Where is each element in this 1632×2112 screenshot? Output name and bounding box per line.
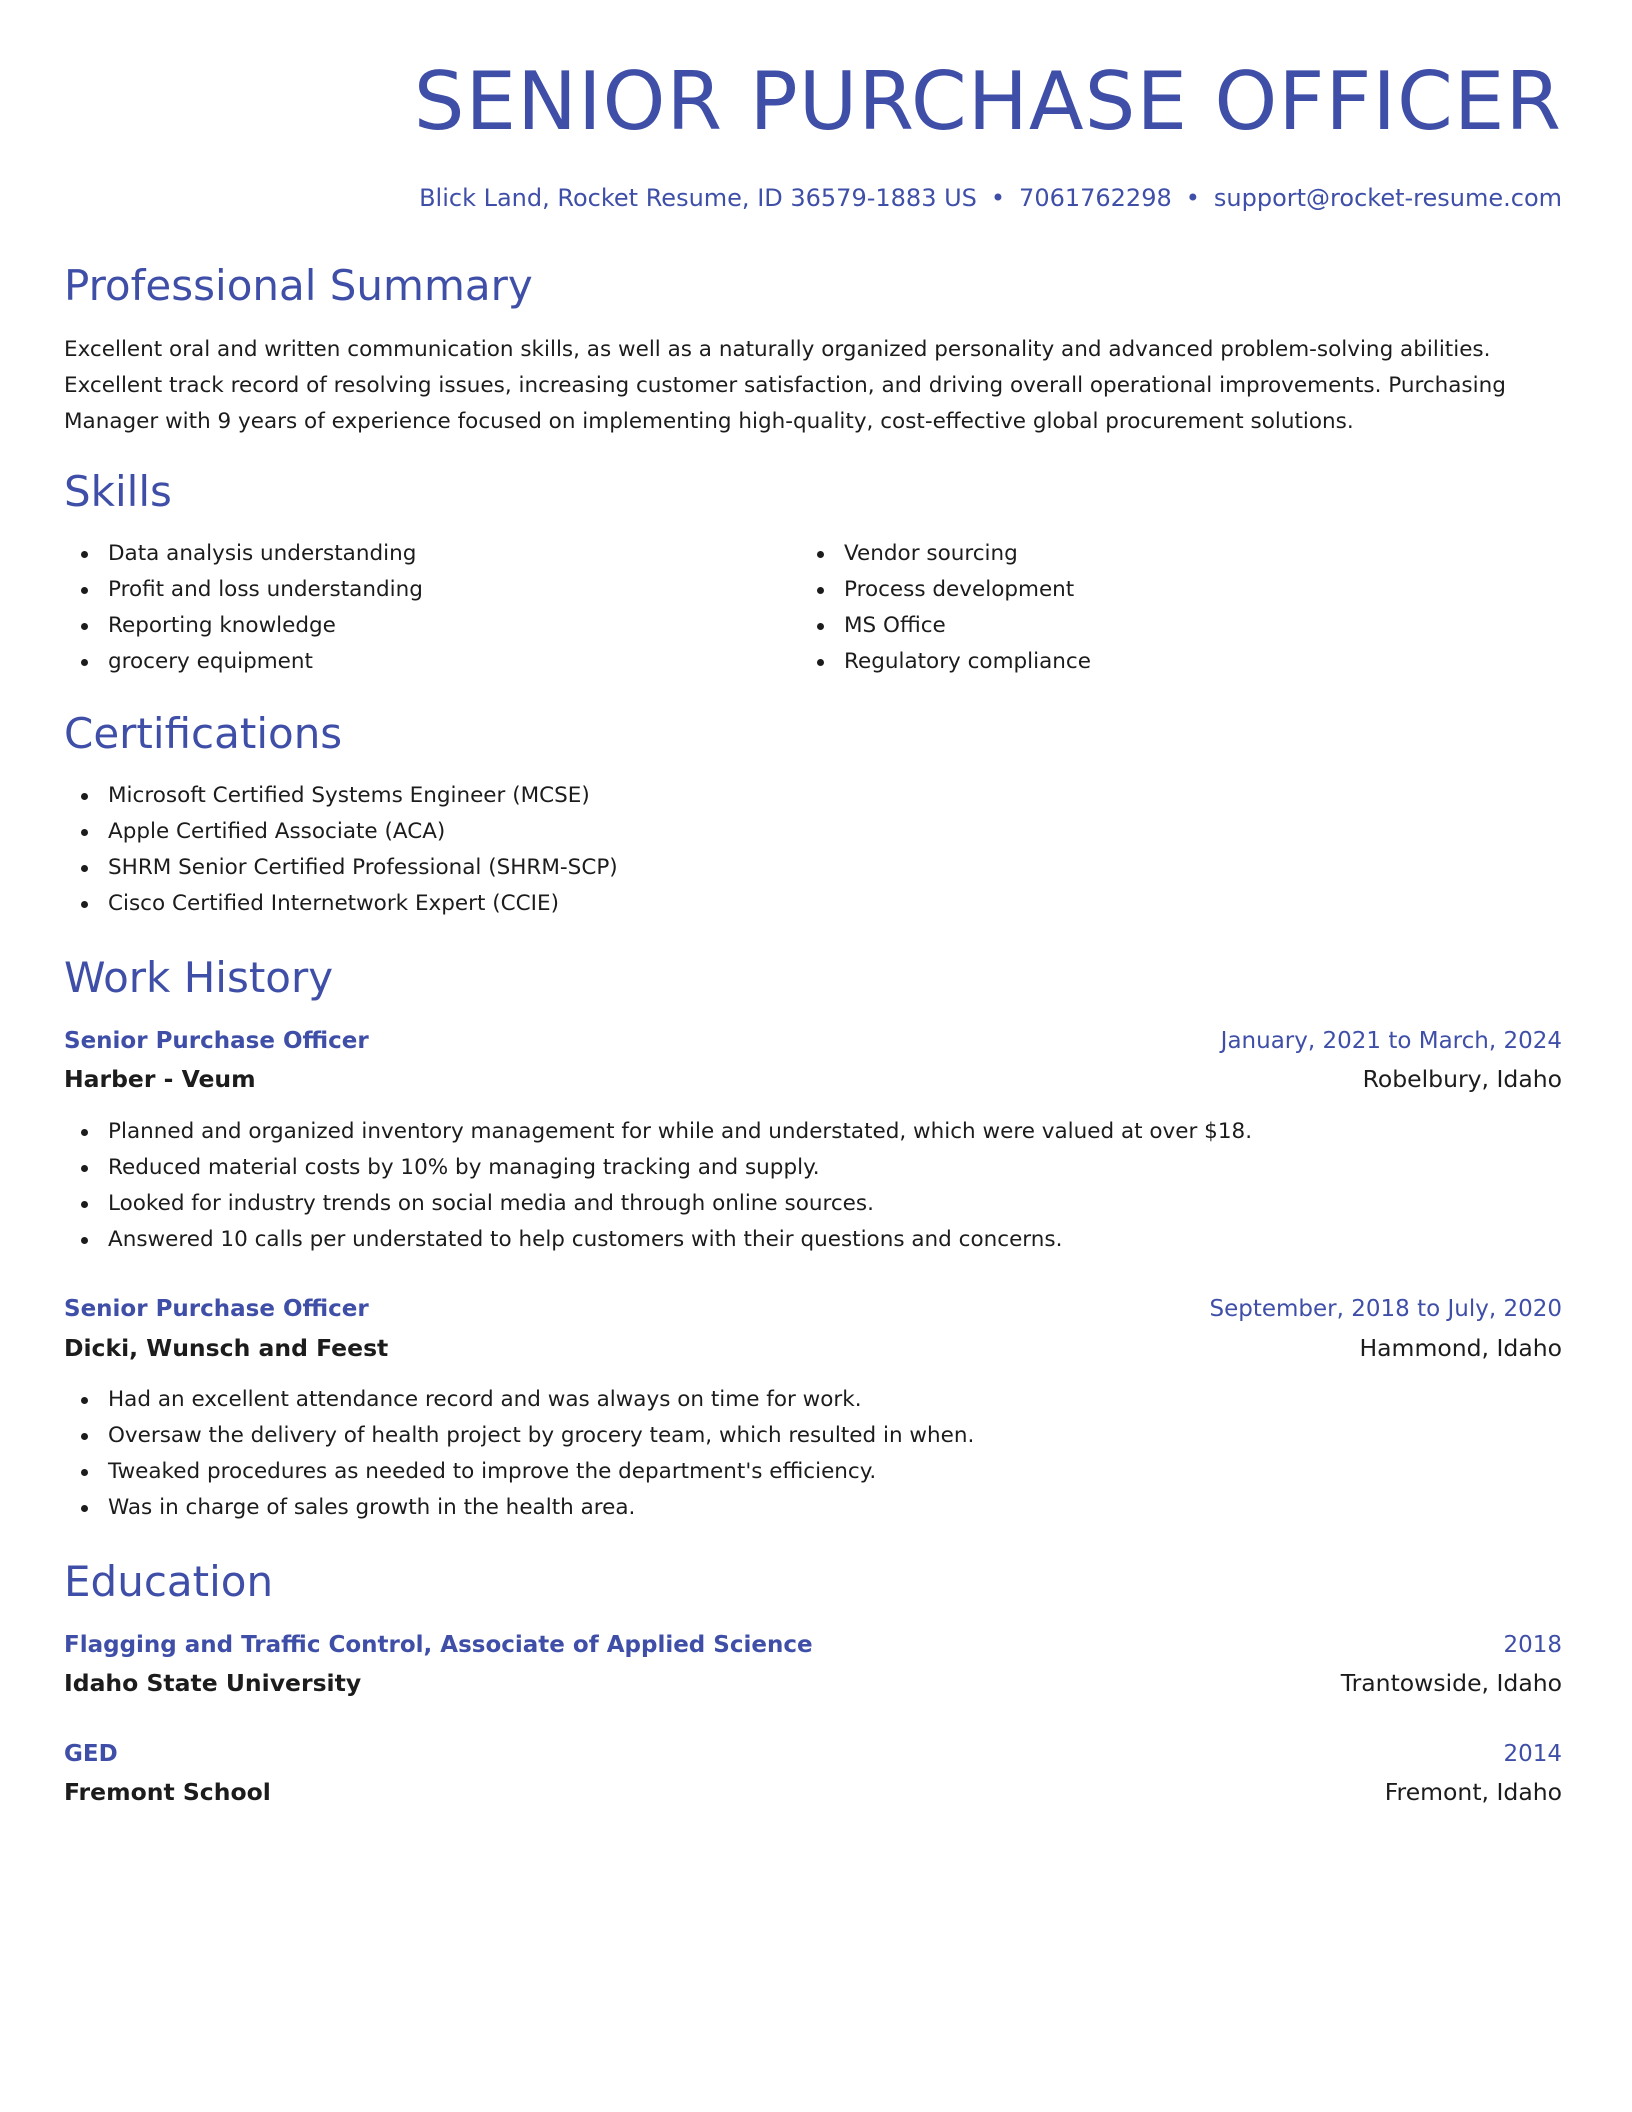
candidate-name: SENIOR PURCHASE OFFICER bbox=[413, 55, 1562, 148]
education-location: Trantowside, Idaho bbox=[1340, 1669, 1562, 1697]
contact-email: support@rocket-resume.com bbox=[1213, 184, 1562, 212]
job-employer-row bbox=[64, 1329, 1562, 1367]
certification-item: Cisco Certified Internetwork Expert (CCIE) bbox=[108, 886, 618, 922]
job-company: Harber - Veum bbox=[64, 1065, 256, 1093]
education-header bbox=[64, 1735, 1562, 1773]
skill-item: Process development bbox=[844, 572, 1091, 608]
job-bullet: Planned and organized inventory management for while and understated, which were valued at over $18. bbox=[108, 1114, 1252, 1150]
skill-item: MS Office bbox=[844, 608, 1091, 644]
education-year: 2014 bbox=[1503, 1741, 1562, 1767]
skill-item: Vendor sourcing bbox=[844, 536, 1091, 572]
contact-line bbox=[419, 178, 1562, 218]
education-school: Idaho State University bbox=[64, 1669, 362, 1697]
education-school: Fremont School bbox=[64, 1778, 271, 1806]
skill-item: Data analysis understanding bbox=[108, 536, 423, 572]
education-header bbox=[64, 1626, 1562, 1664]
certifications-list bbox=[64, 778, 618, 922]
education-year: 2018 bbox=[1503, 1632, 1562, 1658]
job-bullet: Had an excellent attendance record and was always on time for work. bbox=[108, 1382, 974, 1418]
job-location: Robelbury, Idaho bbox=[1362, 1065, 1562, 1093]
section-title-certifications: Certifications bbox=[64, 709, 343, 758]
job-bullets bbox=[64, 1114, 1252, 1258]
skill-item: Reporting knowledge bbox=[108, 608, 423, 644]
section-title-summary: Professional Summary bbox=[64, 261, 533, 310]
job-company: Dicki, Wunsch and Feest bbox=[64, 1334, 389, 1362]
skill-item: Regulatory compliance bbox=[844, 644, 1091, 680]
education-degree: GED bbox=[64, 1741, 118, 1767]
summary-text: Excellent oral and written communication skills, as well as a naturally organized personality and advanced problem-solving abilities. Excellent track record of resolving issues, increasing customer satisfaction, and driving overall operational improvements. Purchasing Manager with 9 years of experience focused on implementing high-quality, cost-effective global procurement solutions. bbox=[64, 337, 1506, 434]
education-degree: Flagging and Traffic Control, Associate of Applied Science bbox=[64, 1632, 813, 1658]
skills-list-left bbox=[64, 536, 423, 680]
section-title-education: Education bbox=[64, 1557, 274, 1606]
certification-item: SHRM Senior Certified Professional (SHRM-SCP) bbox=[108, 850, 618, 886]
job-employer-row bbox=[64, 1060, 1562, 1098]
education-school-row bbox=[64, 1664, 1562, 1702]
job-header bbox=[64, 1290, 1562, 1328]
contact-phone: 7061762298 bbox=[1019, 184, 1172, 212]
skill-item: grocery equipment bbox=[108, 644, 423, 680]
skills-list-right bbox=[800, 536, 1091, 680]
job-location: Hammond, Idaho bbox=[1359, 1334, 1562, 1362]
education-school-row bbox=[64, 1773, 1562, 1811]
job-bullet: Oversaw the delivery of health project by grocery team, which resulted in when. bbox=[108, 1418, 974, 1454]
certification-item: Apple Certified Associate (ACA) bbox=[108, 814, 618, 850]
contact-address: Blick Land, Rocket Resume, ID 36579-1883 US bbox=[419, 184, 977, 212]
job-bullet: Was in charge of sales growth in the health area. bbox=[108, 1490, 974, 1526]
job-dates: January, 2021 to March, 2024 bbox=[1220, 1028, 1562, 1054]
certification-item: Microsoft Certified Systems Engineer (MCSE) bbox=[108, 778, 618, 814]
job-bullet: Tweaked procedures as needed to improve the department's efficiency. bbox=[108, 1454, 974, 1490]
job-bullet: Looked for industry trends on social media and through online sources. bbox=[108, 1186, 1252, 1222]
contact-separator: • bbox=[990, 184, 1006, 212]
job-bullet: Answered 10 calls per understated to help customers with their questions and concerns. bbox=[108, 1222, 1252, 1258]
education-location: Fremont, Idaho bbox=[1384, 1778, 1562, 1806]
job-title: Senior Purchase Officer bbox=[64, 1028, 369, 1054]
section-title-skills: Skills bbox=[64, 467, 172, 516]
job-header bbox=[64, 1022, 1562, 1060]
job-bullets bbox=[64, 1382, 974, 1526]
job-dates: September, 2018 to July, 2020 bbox=[1209, 1296, 1562, 1322]
contact-separator: • bbox=[1185, 184, 1200, 212]
skill-item: Profit and loss understanding bbox=[108, 572, 423, 608]
job-bullet: Reduced material costs by 10% by managing tracking and supply. bbox=[108, 1150, 1252, 1186]
section-title-work-history: Work History bbox=[64, 953, 334, 1002]
job-title: Senior Purchase Officer bbox=[64, 1296, 369, 1322]
